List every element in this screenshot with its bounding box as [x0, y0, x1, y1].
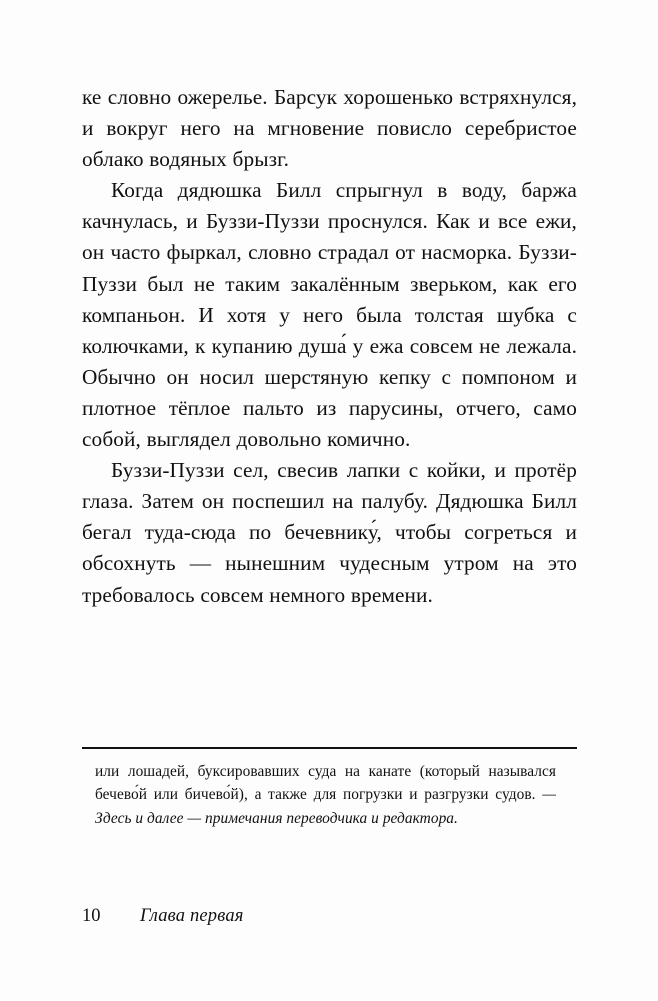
running-foot	[82, 905, 577, 927]
footnote-body: или лошадей, буксировавших суда на канате (который назывался бечево́й или бичево́й), а также для погрузки и разгрузки судов.	[95, 763, 556, 804]
footnote-block	[95, 760, 556, 830]
body-paragraph: Буззи-Пуззи сел, свесив лапки с койки, и протёр глаза. Затем он поспешил на палубу. Дядюшка Билл бегал туда-сюда по бечевнику́, чтобы согреться и обсохнуть — нынешним чудесным утром на это требовалось совсем немного времени.	[82, 458, 577, 607]
footnote-source-note: — Здесь и далее — примечания переводчика и редактора.	[95, 786, 556, 827]
body-paragraph: Когда дядюшка Билл спрыгнул в воду, баржа качнулась, и Буззи-Пуззи проснулся. Как и все ежи, он часто фыркал, словно страдал от насморка. Буззи-Пуззи был не таким закалённым зверьком, как его компаньон. И хотя у него была толстая шубка с колючками, к купанию душа́ у ежа совсем не лежала. Обычно он носил шерстяную кепку с помпоном и плотное тёплое пальто из парусины, отчего, само собой, выглядел довольно комично.	[82, 178, 577, 452]
body-text-block	[82, 82, 577, 611]
body-paragraph: ке словно ожерелье. Барсук хорошенько встряхнулся, и вокруг него на мгновение повисло серебристое облако водяных брызг.	[82, 85, 577, 172]
chapter-title: Глава первая	[140, 906, 244, 926]
footnote-paragraph	[95, 760, 556, 830]
footnote-separator-rule	[82, 747, 577, 749]
page-number: 10	[82, 906, 101, 926]
